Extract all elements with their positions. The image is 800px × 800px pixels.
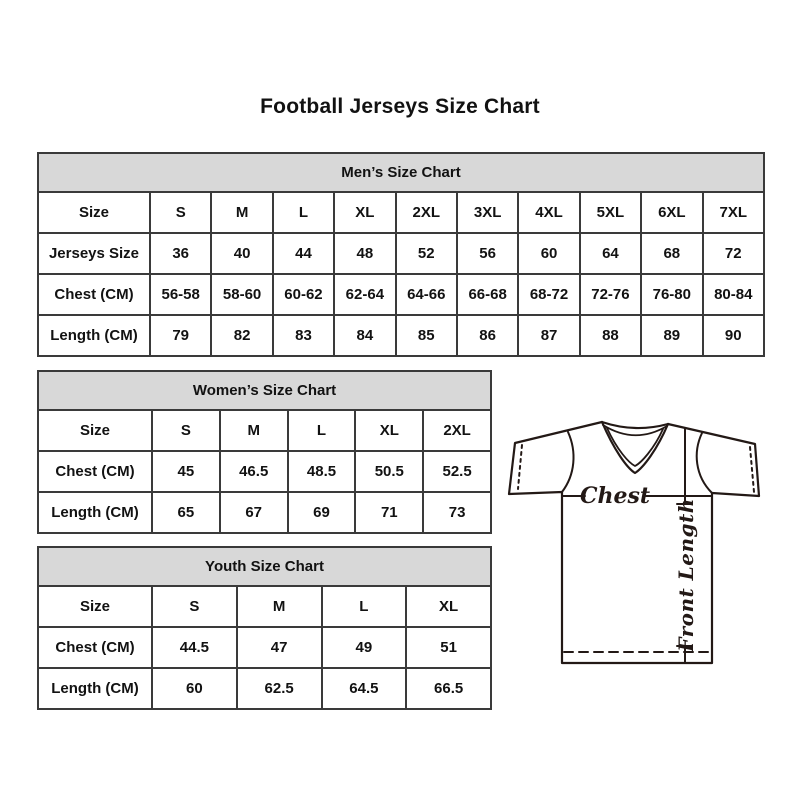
cell-value: 89 [641,315,702,356]
right-sleeve-dash [750,447,754,492]
column-header-s: S [152,586,237,627]
youth-size-table [37,546,492,710]
cell-value: 52 [396,233,457,274]
column-header-6xl: 6XL [641,192,702,233]
column-header-m: M [237,586,322,627]
cell-value: 80-84 [703,274,764,315]
cell-value: 40 [211,233,272,274]
cell-value: 86 [457,315,518,356]
cell-value: 90 [703,315,764,356]
row-label: Length (CM) [38,492,152,533]
cell-value: 56 [457,233,518,274]
cell-value: 84 [334,315,395,356]
cell-value: 60-62 [273,274,334,315]
column-header-2xl: 2XL [396,192,457,233]
row-label: Length (CM) [38,668,152,709]
corner-header: Size [38,192,150,233]
page-title: Football Jerseys Size Chart [260,95,540,118]
cell-value: 48 [334,233,395,274]
left-seam [562,432,574,492]
collar-top-arc [602,422,668,428]
cell-value: 67 [220,492,288,533]
column-header-4xl: 4XL [518,192,579,233]
cell-value: 66.5 [406,668,491,709]
corner-header: Size [38,410,152,451]
cell-value: 85 [396,315,457,356]
column-header-7xl: 7XL [703,192,764,233]
cell-value: 79 [150,315,211,356]
jersey-outline [509,422,759,663]
cell-value: 68 [641,233,702,274]
column-header-row [38,192,764,233]
cell-value: 71 [355,492,423,533]
column-header-l: L [322,586,407,627]
cell-value: 87 [518,315,579,356]
cell-value: 56-58 [150,274,211,315]
cell-value: 64-66 [396,274,457,315]
row-label: Chest (CM) [38,627,152,668]
column-header-m: M [220,410,288,451]
table-title-row [38,371,491,410]
cell-value: 65 [152,492,220,533]
cell-value: 36 [150,233,211,274]
column-header-s: S [150,192,211,233]
cell-value: 62-64 [334,274,395,315]
cell-value: 82 [211,315,272,356]
row-label: Length (CM) [38,315,150,356]
mens-size-table [37,152,765,357]
cell-value: 51 [406,627,491,668]
row-label: Chest (CM) [38,274,150,315]
column-header-5xl: 5XL [580,192,641,233]
table-row [38,492,491,533]
cell-value: 44 [273,233,334,274]
column-header-row [38,586,491,627]
cell-value: 58-60 [211,274,272,315]
womens-size-table [37,370,492,534]
cell-value: 64.5 [322,668,407,709]
cell-value: 72 [703,233,764,274]
cell-value: 46.5 [220,451,288,492]
column-header-xl: XL [355,410,423,451]
row-label: Jerseys Size [38,233,150,274]
table-row [38,233,764,274]
cell-value: 76-80 [641,274,702,315]
cell-value: 49 [322,627,407,668]
column-header-s: S [152,410,220,451]
jersey-measurement-diagram [505,400,777,666]
youth-table-title: Youth Size Chart [38,547,491,586]
cell-value: 72-76 [580,274,641,315]
cell-value: 66-68 [457,274,518,315]
column-header-xl: XL [334,192,395,233]
cell-value: 88 [580,315,641,356]
table-row [38,668,491,709]
cell-value: 60 [518,233,579,274]
row-label: Chest (CM) [38,451,152,492]
column-header-xl: XL [406,586,491,627]
table-row [38,315,764,356]
chest-label: Chest [579,483,651,509]
womens-table-title: Women’s Size Chart [38,371,491,410]
cell-value: 69 [288,492,356,533]
left-sleeve-dash [518,445,522,489]
cell-value: 83 [273,315,334,356]
table-row [38,274,764,315]
front-length-label: Front Length [674,498,698,652]
corner-header: Size [38,586,152,627]
cell-value: 47 [237,627,322,668]
column-header-l: L [288,410,356,451]
cell-value: 45 [152,451,220,492]
cell-value: 62.5 [237,668,322,709]
table-title-row [38,547,491,586]
mens-table-title: Men’s Size Chart [38,153,764,192]
cell-value: 48.5 [288,451,356,492]
column-header-3xl: 3XL [457,192,518,233]
table-row [38,627,491,668]
column-header-row [38,410,491,451]
cell-value: 52.5 [423,451,491,492]
table-title-row [38,153,764,192]
cell-value: 60 [152,668,237,709]
cell-value: 73 [423,492,491,533]
cell-value: 68-72 [518,274,579,315]
table-row [38,451,491,492]
column-header-m: M [211,192,272,233]
column-header-l: L [273,192,334,233]
cell-value: 50.5 [355,451,423,492]
column-header-2xl: 2XL [423,410,491,451]
right-seam [697,433,712,493]
cell-value: 44.5 [152,627,237,668]
cell-value: 64 [580,233,641,274]
